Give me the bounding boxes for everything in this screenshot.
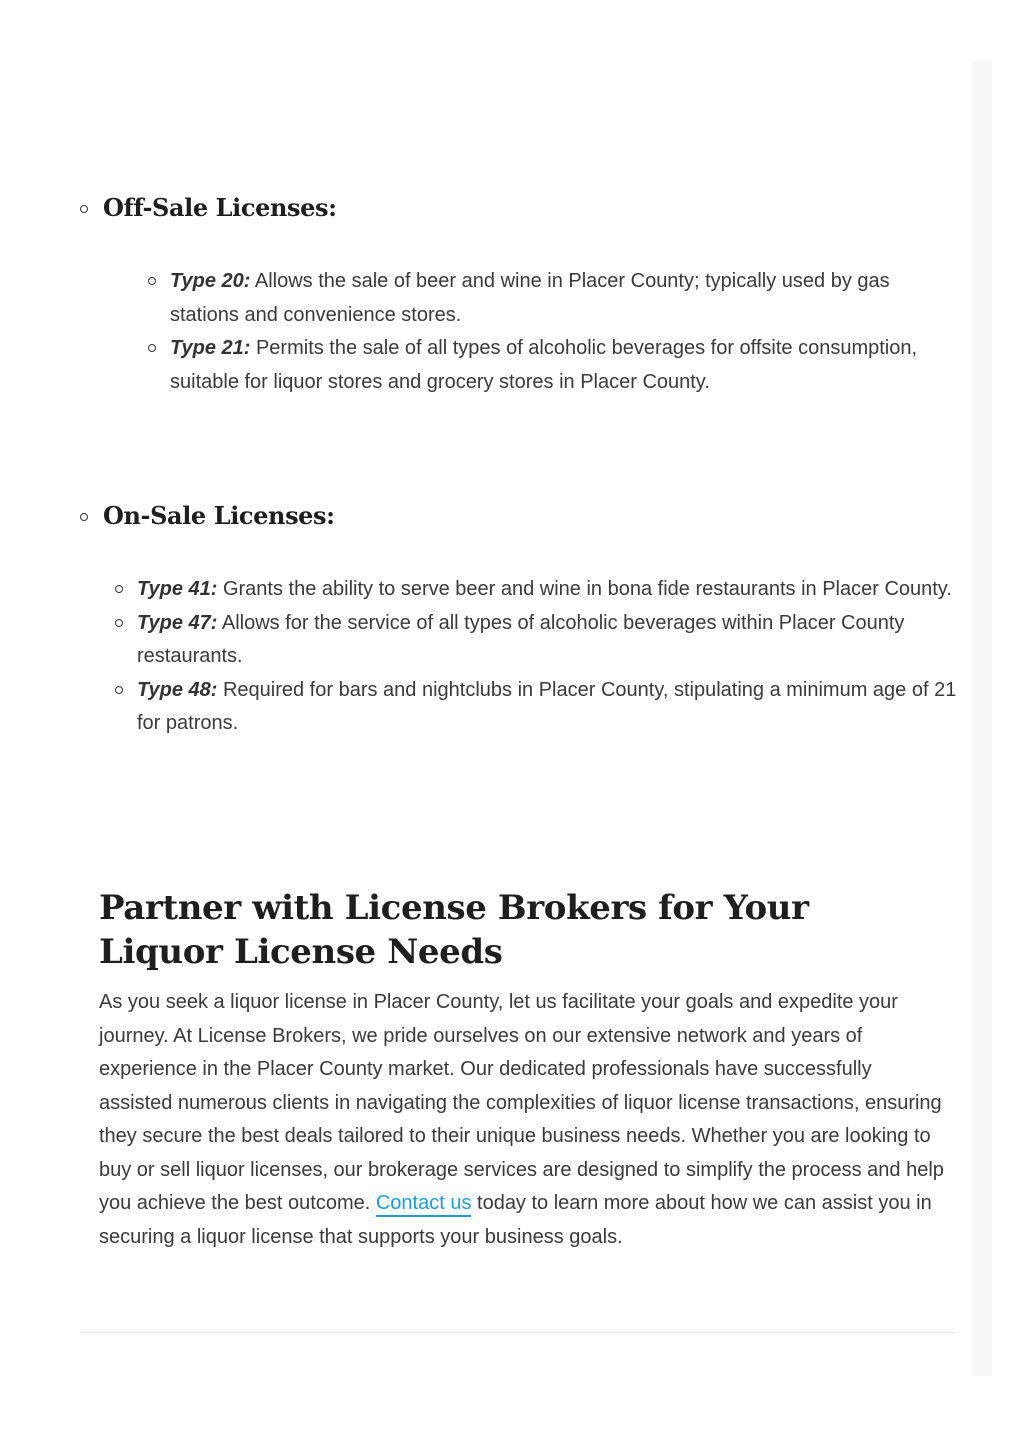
hollow-circle-icon [80, 205, 88, 213]
hollow-circle-icon [80, 513, 88, 521]
section-divider [80, 1332, 954, 1333]
hollow-circle-icon [148, 344, 156, 352]
license-description: Allows for the service of all types of alcoholic beverages within Placer County restaurants. [137, 611, 905, 667]
hollow-circle-icon [115, 619, 123, 627]
scrollbar-track[interactable] [972, 61, 992, 1376]
partner-paragraph [99, 986, 949, 1254]
list-item [137, 573, 967, 607]
paragraph-text: As you seek a liquor license in Placer County, let us facilitate your goals and expedite your journey. At License Brokers, we pride ourselves on our extensive network and years of experience in the Placer County market. Our dedicated professionals have successfully assisted numerous clients in navigating the complexities of liquor license transactions, ensuring they secure the best deals tailored to their unique business needs. Whether you are looking to buy or sell liquor licenses, our brokerage services are designed to simplify the process and help you achieve the best outcome. [99, 991, 944, 1214]
license-type-label: Type 41: [137, 578, 218, 600]
list-item [137, 607, 967, 674]
hollow-circle-icon [115, 585, 123, 593]
off-sale-list [170, 265, 960, 399]
list-item [170, 265, 960, 332]
license-description: Permits the sale of all types of alcoholic beverages for offsite consumption, suitable for liquor stores and grocery stores in Placer County. [170, 337, 918, 393]
license-description: Allows the sale of beer and wine in Placer County; typically used by gas stations and convenience stores. [170, 270, 890, 326]
license-description: Grants the ability to serve beer and wine in bona fide restaurants in Placer County. [217, 578, 952, 600]
contact-us-link[interactable]: Contact us [376, 1192, 472, 1217]
off-sale-heading: Off-Sale Licenses: [103, 193, 337, 222]
license-type-label: Type 20: [170, 270, 251, 292]
list-item [137, 674, 967, 741]
license-type-label: Type 21: [170, 337, 251, 359]
hollow-circle-icon [148, 277, 156, 285]
license-type-label: Type 48: [137, 678, 218, 701]
partner-section-title: Partner with License Brokers for Your Liquor License Needs [99, 888, 809, 972]
hollow-circle-icon [115, 686, 123, 694]
on-sale-list [137, 573, 967, 741]
paragraph-text-continued: today to learn more about how we can assist you in securing a liquor license that supports your business goals. [99, 1192, 932, 1248]
list-item [170, 332, 960, 399]
license-type-label: Type 47: [137, 611, 218, 634]
on-sale-heading-item [80, 501, 335, 530]
off-sale-heading-item [80, 193, 337, 222]
on-sale-heading: On-Sale Licenses: [103, 501, 335, 530]
license-description: Required for bars and nightclubs in Placer County, stipulating a minimum age of 21 for patrons. [137, 678, 957, 734]
